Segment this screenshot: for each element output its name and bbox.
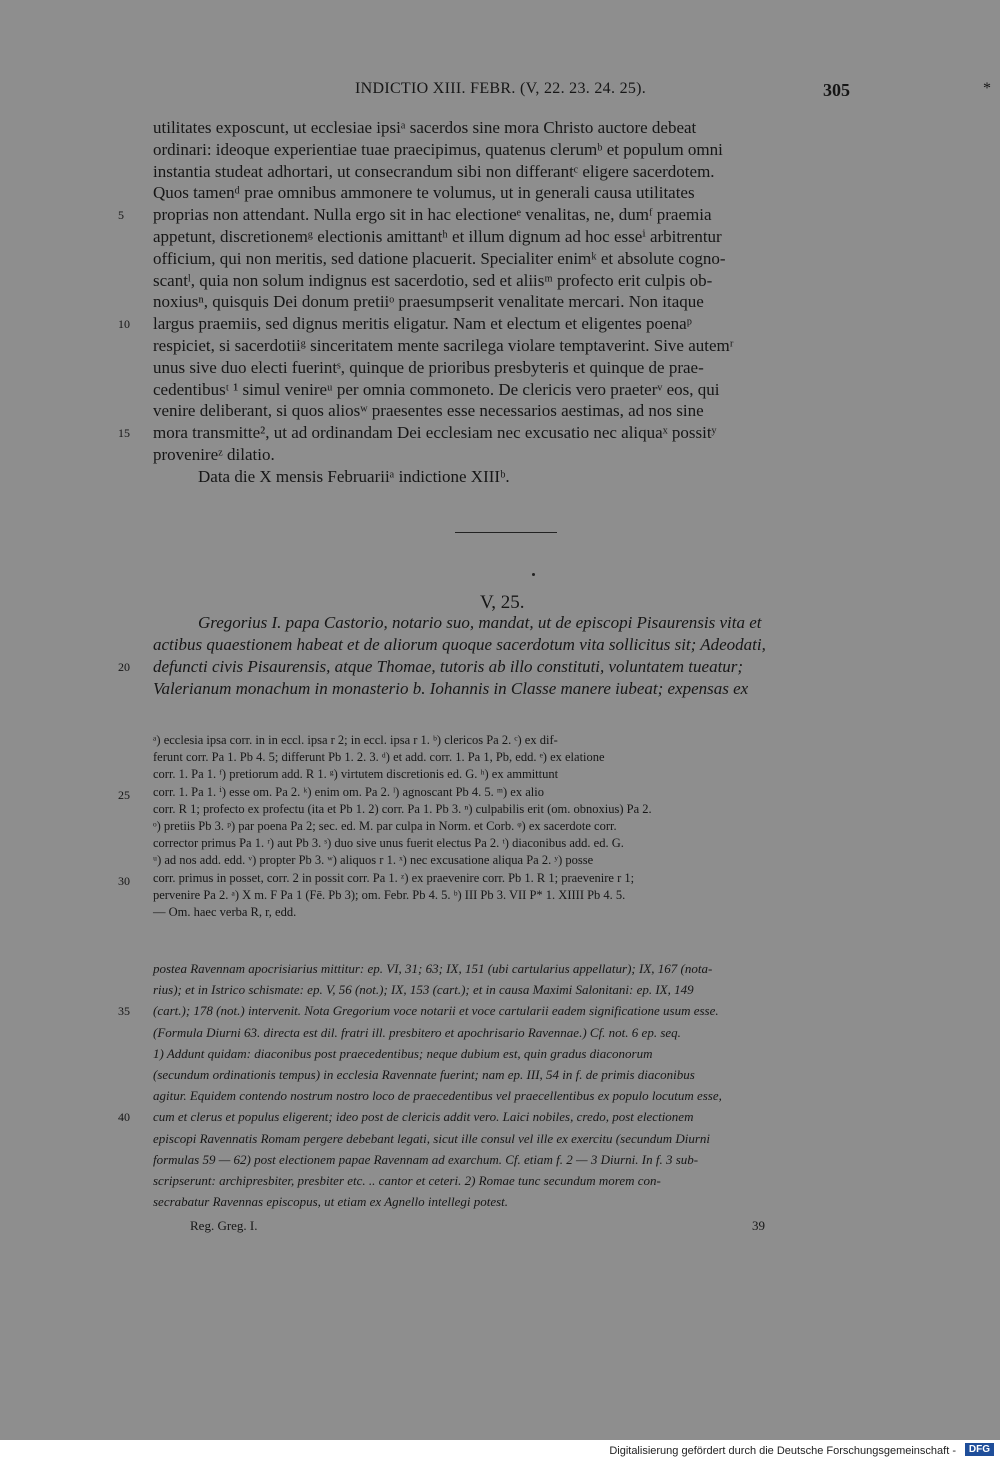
- running-header: INDICTIO XIII. FEBR. (V, 22. 23. 24. 25).: [355, 80, 647, 97]
- commentary-line: rius); et in Istrico schismate: ep. V, 56 (not.); IX, 153 (cart.); et in causa Maximi Salonitani: ep. IX, 149: [153, 982, 694, 998]
- line-number: 30: [118, 873, 130, 888]
- footnote-line: — Om. haec verba R, r, edd.: [153, 905, 297, 919]
- commentary-line: 1) Addunt quidam: diaconibus post praecedentibus; neque dubium est, quin gradus diaconorum: [153, 1045, 653, 1061]
- main-text-line: Data die X mensis Februariiᵃ indictione XIIIᵇ.: [198, 466, 510, 486]
- main-text-line: Quos tamenᵈ prae omnibus ammonere te volumus, ut in generali causa utilitates: [153, 183, 695, 203]
- commentary-line: (Formula Diurni 63. directa est dil. fratri ill. presbitero et apochrisario Ravennae.) Cf. not. 6 ep. seq.: [153, 1024, 681, 1040]
- commentary-line: postea Ravennam apocrisiarius mittitur: ep. VI, 31; 63; IX, 151 (ubi cartularius appellatur); IX, 167 (nota-: [153, 961, 713, 976]
- commentary-line: cum et clerus et populus eligerent; ideo post de clericis addit vero. Laici nobiles, credo, post electionem: [153, 1109, 694, 1125]
- main-text-line: ordinari: ideoque experientiae tuae praecipimus, quatenus clerumᵇ et populum omni: [153, 139, 723, 159]
- main-text-line: respiciet, si sacerdotiiᵍ sinceritatem mente sacrilega violare temptaverint. Sive autemʳ: [153, 336, 734, 355]
- footer-left: Reg. Greg. I.: [190, 1218, 258, 1233]
- commentary-line: agitur. Equidem contendo nostrum nostro loco de praecedentibus vel praecellentibus ex populo locutum esse,: [153, 1088, 722, 1104]
- line-number: 5: [118, 208, 124, 223]
- main-text-line: venire deliberant, si quos aliosʷ praesentes esse necessarios aestimas, ad nos sine: [153, 401, 704, 421]
- main-text-line: appetunt, discretionemᵍ electionis amittantʰ et illum dignum ad hoc esseⁱ arbitrentur: [153, 227, 722, 246]
- footnote-line: ᵘ) ad nos add. edd. ᵛ) propter Pb 3. ʷ) aliquos r 1. ˣ) nec excusatione aliqua Pa 2. ʸ) posse: [153, 853, 594, 868]
- line-number: 10: [118, 317, 130, 332]
- footnote-line: corrector primus Pa 1. ʳ) aut Pb 3. ˢ) duo sive unus fuerit electus Pa 2. ᵗ) diaconibus add. ed. G.: [153, 836, 624, 851]
- line-number: 35: [118, 1004, 130, 1019]
- main-text-line: scantˡ, quia non solum indignus est sacerdotio, sed et aliisᵐ profecto erit culpis ob-: [153, 270, 713, 290]
- summary-line: Gregorius I. papa Castorio, notario suo, mandat, ut de episcopi Pisaurensis vita et: [198, 613, 762, 632]
- line-number: 20: [118, 660, 130, 674]
- line-number: 25: [118, 787, 130, 802]
- footnote-line: corr. 1. Pa 1. ⁱ) esse om. Pa 2. ᵏ) enim om. Pa 2. ˡ) agnoscant Pb 4. 5. ᵐ) ex alio: [153, 784, 544, 799]
- main-text-line: proprias non attendant. Nulla ergo sit in hac electioneᵉ venalitas, ne, dumᶠ praemia: [153, 205, 712, 225]
- main-text-line: utilitates exposcunt, ut ecclesiae ipsiᵃ sacerdos sine mora Christo auctore debeat: [153, 118, 697, 137]
- footnote-line: corr. primus in posset, corr. 2 in possit corr. Pa 1. ᶻ) ex praevenire corr. Pb 1. R 1; praevenire r 1;: [153, 870, 635, 885]
- main-text-line: provenireᶻ dilatio.: [153, 445, 275, 464]
- summary-line: Valerianum monachum in monasterio b. Iohannis in Classe manere iubeat; expensas ex: [153, 679, 749, 698]
- main-text-line: noxiusⁿ, quisquis Dei donum pretiiᵒ praesumpserit venalitate mercari. Non itaque: [153, 292, 704, 312]
- footnote-line: ᵒ) pretiis Pb 3. ᵖ) par poena Pa 2; sec. ed. M. par culpa in Norm. et Corb. ᵠ) ex sacerdote corr.: [153, 819, 617, 833]
- summary-line: defuncti civis Pisaurensis, atque Thomae, tutoris ab illo constituti, voluntatem tueatur;: [153, 657, 744, 676]
- commentary-line: scripserunt: archipresbiter, presbiter etc. .. cantor et ceteri. 2) Romae tunc secundum morem con-: [153, 1173, 661, 1188]
- document-title: V, 25.: [480, 592, 525, 613]
- main-text-line: unus sive duo electi fuerintˢ, quinque de prioribus presbyteris et quinque de prae-: [153, 357, 704, 377]
- footnote-line: corr. R 1; profecto ex profectu (ita et Pb 1. 2) corr. Pa 1. Pb 3. ⁿ) culpabilis erit (om. obnoxius) Pa 2.: [153, 801, 652, 816]
- main-text-line: instantia studeat adhortari, ut consecrandum sibi non differantᶜ eligere sacerdotem.: [153, 161, 715, 181]
- footnote-line: ferunt corr. Pa 1. Pb 4. 5; differunt Pb 1. 2. 3. ᵈ) et add. corr. 1. Pa 1, Pb, edd. ᵉ) ex elatione: [153, 750, 605, 765]
- commentary-line: (secundum ordinationis tempus) in ecclesia Ravennate fuerint; nam ep. III, 54 in f. de primis diaconibus: [153, 1067, 695, 1082]
- main-text-line: largus praemiis, sed dignus meritis eligatur. Nam et electum et eligentes poenaᵖ: [153, 314, 692, 334]
- main-text-line: mora transmitte², ut ad ordinandam Dei ecclesiam nec excusatio nec aliquaˣ possitʸ: [153, 423, 717, 443]
- footnote-line: pervenire Pa 2. ᵃ) X m. F Pa 1 (Fē. Pb 3); om. Febr. Pb 4. 5. ᵇ) III Pb 3. VII P* 1. XIIII Pb 4. 5.: [153, 887, 626, 902]
- section-separator: [455, 532, 557, 533]
- footer-right: 39: [752, 1218, 765, 1233]
- line-number: 40: [118, 1110, 130, 1125]
- digitization-note: Digitalisierung gefördert durch die Deutsche Forschungsgemeinschaft -: [609, 1445, 956, 1457]
- main-text-line: cedentibusᵗ ¹ simul venireᵘ per omnia commoneto. De clericis vero praeterᵛ eos, qui: [153, 379, 720, 399]
- footnote-line: ᵃ) ecclesia ipsa corr. in in eccl. ipsa r 2; in eccl. ipsa r 1. ᵇ) clericos Pa 2. ᶜ) ex dif-: [153, 733, 558, 747]
- summary-line: actibus quaestionem habeat et de aliorum quoque sacerdotum vita sollicitus sit; Adeodati,: [153, 635, 766, 654]
- main-text-line: officium, qui non meritis, sed datione placuerit. Specialiter enimᵏ et absolute cogno-: [153, 248, 726, 268]
- commentary-line: episcopi Ravennatis Romam pergere debebant legati, sicut ille consul vel ille ex exercitu (secundum Diurni: [153, 1130, 711, 1146]
- page-number: 305: [823, 80, 850, 100]
- commentary-line: secrabatur Ravennas episcopus, ut etiam ex Agnello intellegi potest.: [153, 1194, 509, 1210]
- corner-mark: *: [983, 80, 991, 97]
- commentary-line: formulas 59 — 62) post electionem papae Ravennam ad exarchum. Cf. etiam f. 2 — 3 Diurni. In f. 3 sub-: [153, 1151, 699, 1167]
- footnote-line: corr. 1. Pa 1. ᶠ) pretiorum add. R 1. ᵍ) virtutem discretionis ed. G. ʰ) ex ammittunt: [153, 767, 559, 782]
- separator-dot: [532, 573, 535, 576]
- commentary-line: (cart.); 178 (not.) intervenit. Nota Gregorium voce notarii et voce cartularii eadem significatione usum esse.: [153, 1003, 719, 1019]
- dfg-logo: DFG: [965, 1443, 994, 1456]
- line-number: 15: [118, 426, 130, 441]
- digitization-bar: [0, 1440, 1000, 1463]
